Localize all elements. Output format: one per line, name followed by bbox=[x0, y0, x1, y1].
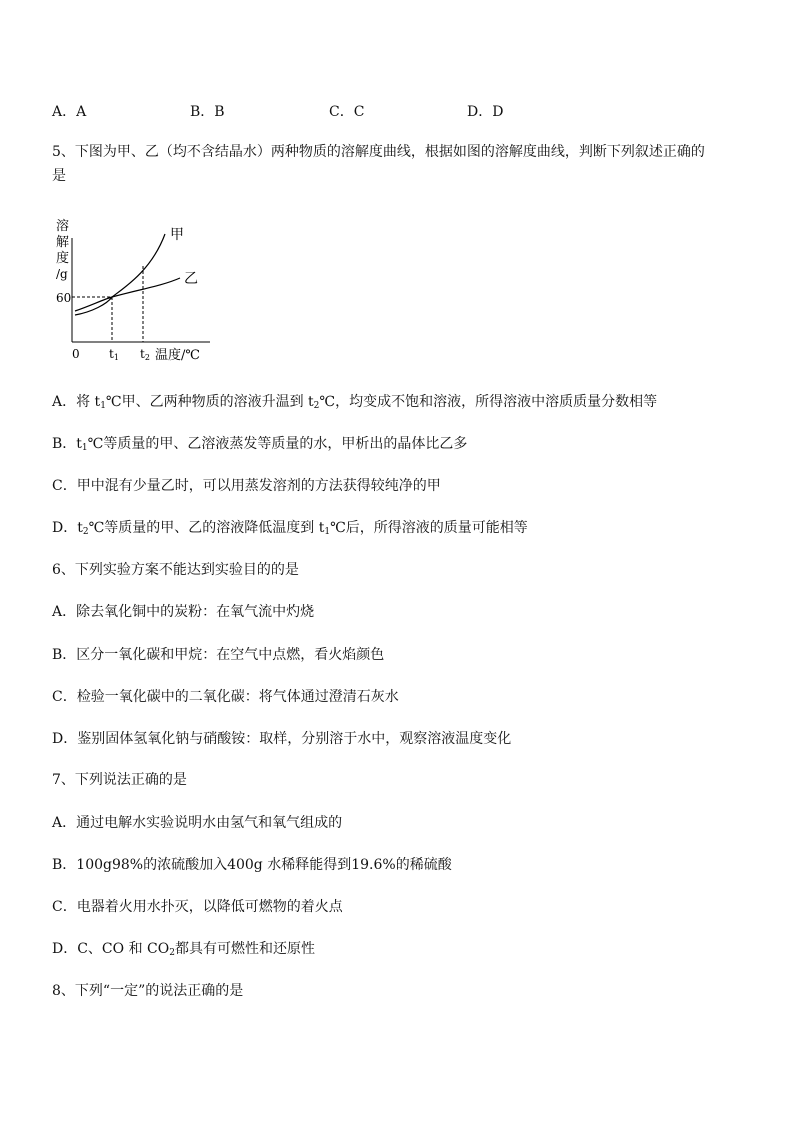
y-axis-label-char: 解 bbox=[56, 235, 70, 250]
q6-option-d: D．鉴别固体氢氧化钠与硝酸铵：取样，分别溶于水中，观察溶液温度变化 bbox=[52, 731, 512, 747]
x-tick-label-t2: t2 bbox=[140, 347, 150, 362]
q7-option-d: D．C、CO 和 $CO_2$都具有可燃性和还原性 bbox=[52, 941, 315, 958]
q4-option-c: C．C bbox=[329, 104, 365, 120]
series-yi-curve bbox=[75, 278, 180, 311]
origin-label: 0 bbox=[72, 347, 80, 361]
x-axis-label: 温度/℃ bbox=[155, 348, 200, 363]
y-axis-label-char: 溶 bbox=[56, 219, 70, 234]
q6-stem: 6、下列实验方案不能达到实验目的的是 bbox=[52, 562, 299, 578]
q4-option-b: B．B bbox=[190, 104, 225, 120]
q5-stem-line2: 是 bbox=[52, 168, 66, 184]
q5-option-d: D．$t_2℃$等质量的甲、乙的溶液降低温度到 $t_1℃$后，所得溶液的质量可能相等 bbox=[52, 520, 528, 537]
q5-stem-line1: 5、下图为甲、乙（均不含结晶水）两种物质的溶解度曲线，根据如图的溶解度曲线，判断下列叙述正确的 bbox=[52, 144, 705, 160]
q4-option-d: D．D bbox=[467, 104, 504, 120]
q7-option-b: B．100g98%的浓硫酸加入400g 水稀释能得到19.6%的稀硫酸 bbox=[52, 857, 452, 873]
y-axis-label-char: /g bbox=[56, 267, 68, 281]
solubility-chart bbox=[52, 214, 212, 366]
q5-option-c: C．甲中混有少量乙时，可以用蒸发溶剂的方法获得较纯净的甲 bbox=[52, 478, 441, 494]
q6-option-c: C．检验一氧化碳中的二氧化碳：将气体通过澄清石灰水 bbox=[52, 689, 399, 705]
series-label-yi: 乙 bbox=[184, 271, 198, 287]
series-jia-curve bbox=[75, 234, 165, 315]
q5-option-a: A．将 $t_1℃$甲、乙两种物质的溶液升温到 $t_2℃$，均变成不饱和溶液，所得溶液中溶质质量分数相等 bbox=[52, 394, 658, 411]
q6-option-a: A．除去氧化铜中的炭粉：在氧气流中灼烧 bbox=[52, 604, 315, 620]
q7-stem: 7、下列说法正确的是 bbox=[52, 772, 187, 788]
q6-option-b: B．区分一氧化碳和甲烷：在空气中点燃，看火焰颜色 bbox=[52, 647, 385, 663]
q7-option-c: C．电器着火用水扑灭，以降低可燃物的着火点 bbox=[52, 899, 343, 915]
y-axis-label-char: 度 bbox=[56, 251, 70, 266]
q7-option-a: A．通过电解水实验说明水由氢气和氧气组成的 bbox=[52, 815, 343, 831]
q5-option-b: B．$t_1℃$等质量的甲、乙溶液蒸发等质量的水，甲析出的晶体比乙多 bbox=[52, 436, 468, 453]
series-label-jia: 甲 bbox=[170, 227, 184, 243]
x-tick-label-t1: t1 bbox=[109, 347, 119, 362]
y-tick-label-60: 60 bbox=[56, 291, 72, 305]
q8-stem: 8、下列“一定”的说法正确的是 bbox=[52, 983, 244, 999]
q4-option-a: A．A bbox=[52, 104, 87, 120]
